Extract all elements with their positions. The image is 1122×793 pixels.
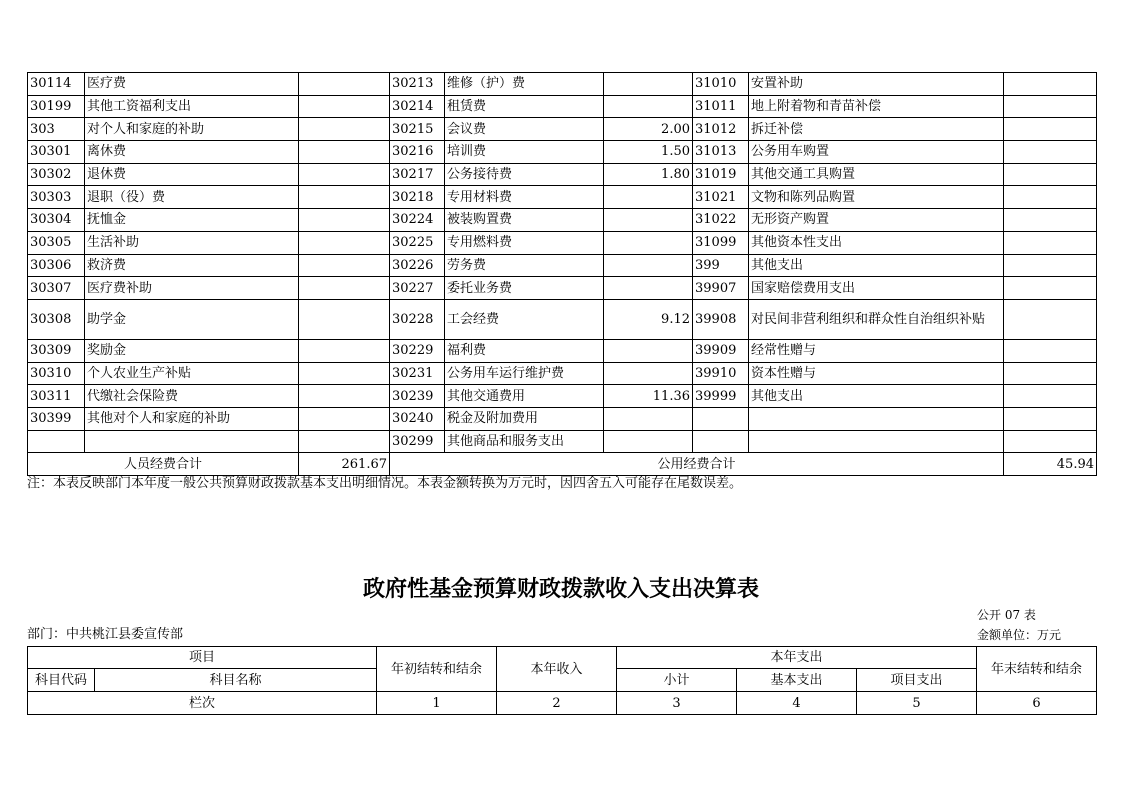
amount-cell	[1004, 141, 1097, 164]
amount-cell	[1004, 299, 1097, 339]
subject-code-cell: 30302	[28, 163, 85, 186]
subject-code-cell	[693, 430, 749, 453]
amount-cell	[1004, 163, 1097, 186]
amount-cell	[1004, 385, 1097, 408]
amount-cell	[299, 163, 390, 186]
table-row	[28, 339, 1097, 362]
subject-code-cell: 30309	[28, 339, 85, 362]
subject-name-cell: 退休费	[85, 163, 299, 186]
subject-name-cell: 其他工资福利支出	[85, 95, 299, 118]
amount-cell: 1.80	[604, 163, 693, 186]
subject-code-cell: 30224	[390, 209, 445, 232]
subject-name-cell: 救济费	[85, 254, 299, 277]
amount-cell	[604, 254, 693, 277]
subject-code-cell	[28, 430, 85, 453]
column-index-label: 栏次	[28, 692, 377, 715]
amount-cell	[299, 231, 390, 254]
subject-code-cell: 30306	[28, 254, 85, 277]
subject-name-cell: 公务接待费	[445, 163, 604, 186]
amount-cell	[299, 407, 390, 430]
subject-code-cell: 30217	[390, 163, 445, 186]
subject-name-cell: 被装购置费	[445, 209, 604, 232]
subject-code-cell: 30240	[390, 407, 445, 430]
subject-code-cell: 399	[693, 254, 749, 277]
subject-code-cell: 30114	[28, 73, 85, 96]
subject-name-cell: 医疗费补助	[85, 277, 299, 300]
subject-name-cell: 经常性赠与	[749, 339, 1004, 362]
subject-code-cell: 30299	[390, 430, 445, 453]
header-subject-code: 科目代码	[28, 669, 95, 692]
amount-cell	[299, 209, 390, 232]
subject-code-cell: 30303	[28, 186, 85, 209]
table-row	[28, 73, 1097, 96]
column-number: 5	[857, 692, 977, 715]
subject-code-cell: 30213	[390, 73, 445, 96]
subject-code-cell: 30231	[390, 362, 445, 385]
table-row	[28, 209, 1097, 232]
subject-name-cell: 劳务费	[445, 254, 604, 277]
subject-name-cell: 对个人和家庭的补助	[85, 118, 299, 141]
table-row	[28, 118, 1097, 141]
amount-cell	[1004, 95, 1097, 118]
subject-code-cell: 30311	[28, 385, 85, 408]
header-begin-balance: 年初结转和结余	[377, 647, 497, 692]
table-row	[28, 277, 1097, 300]
subject-name-cell: 会议费	[445, 118, 604, 141]
subject-name-cell: 其他资本性支出	[749, 231, 1004, 254]
table-note: 注：本表反映部门本年度一般公共预算财政拨款基本支出明细情况。本表金额转换为万元时，因四舍五入可能存在尾数误差。	[27, 476, 743, 491]
amount-cell	[1004, 430, 1097, 453]
department-label: 部门：中共桃江县委宣传部	[27, 627, 184, 642]
amount-cell	[1004, 186, 1097, 209]
amount-cell	[299, 73, 390, 96]
column-number: 4	[737, 692, 857, 715]
subject-code-cell: 30225	[390, 231, 445, 254]
column-number: 1	[377, 692, 497, 715]
header-expense: 本年支出	[617, 647, 977, 669]
subject-code-cell: 30227	[390, 277, 445, 300]
subject-name-cell: 公务用车购置	[749, 141, 1004, 164]
amount-cell	[1004, 209, 1097, 232]
subject-name-cell: 退职（役）费	[85, 186, 299, 209]
subject-name-cell: 文物和陈列品购置	[749, 186, 1004, 209]
amount-cell	[604, 362, 693, 385]
subject-code-cell: 31022	[693, 209, 749, 232]
amount-cell: 1.50	[604, 141, 693, 164]
page-title: 政府性基金预算财政拨款收入支出决算表	[362, 576, 759, 602]
subject-name-cell: 维修（护）费	[445, 73, 604, 96]
subject-code-cell: 30199	[28, 95, 85, 118]
amount-cell	[299, 118, 390, 141]
header-end-balance: 年末结转和结余	[977, 647, 1097, 692]
subject-code-cell: 303	[28, 118, 85, 141]
amount-cell: 2.00	[604, 118, 693, 141]
subject-code-cell: 30239	[390, 385, 445, 408]
amount-cell	[299, 95, 390, 118]
header-subject-name: 科目名称	[95, 669, 377, 692]
subject-name-cell: 医疗费	[85, 73, 299, 96]
amount-cell	[299, 254, 390, 277]
table-row	[28, 254, 1097, 277]
subject-name-cell: 专用材料费	[445, 186, 604, 209]
subject-name-cell: 拆迁补偿	[749, 118, 1004, 141]
subject-name-cell: 税金及附加费用	[445, 407, 604, 430]
amount-cell: 9.12	[604, 299, 693, 339]
subject-name-cell: 助学金	[85, 299, 299, 339]
column-number: 6	[977, 692, 1097, 715]
subject-code-cell: 31010	[693, 73, 749, 96]
amount-cell	[299, 385, 390, 408]
subject-name-cell: 其他交通工具购置	[749, 163, 1004, 186]
amount-cell	[1004, 118, 1097, 141]
amount-cell	[1004, 231, 1097, 254]
subject-name-cell	[85, 430, 299, 453]
amount-cell	[604, 430, 693, 453]
amount-unit-label: 金额单位：万元	[977, 628, 1062, 642]
subject-name-cell: 无形资产购置	[749, 209, 1004, 232]
subject-code-cell: 30214	[390, 95, 445, 118]
subject-name-cell: 委托业务费	[445, 277, 604, 300]
subject-name-cell: 培训费	[445, 141, 604, 164]
subject-name-cell: 工会经费	[445, 299, 604, 339]
subject-code-cell: 31011	[693, 95, 749, 118]
amount-cell	[1004, 362, 1097, 385]
subject-name-cell: 租赁费	[445, 95, 604, 118]
subject-code-cell: 39910	[693, 362, 749, 385]
subject-code-cell: 39908	[693, 299, 749, 339]
subject-name-cell: 其他交通费用	[445, 385, 604, 408]
amount-cell	[1004, 73, 1097, 96]
amount-cell	[299, 141, 390, 164]
amount-cell	[299, 430, 390, 453]
subject-code-cell: 31012	[693, 118, 749, 141]
subject-name-cell: 奖励金	[85, 339, 299, 362]
column-number: 3	[617, 692, 737, 715]
amount-cell	[299, 277, 390, 300]
subject-code-cell: 39907	[693, 277, 749, 300]
amount-cell	[299, 186, 390, 209]
subject-code-cell: 39999	[693, 385, 749, 408]
amount-cell	[604, 73, 693, 96]
amount-cell	[299, 299, 390, 339]
government-fund-table	[27, 646, 1097, 715]
subject-name-cell: 离休费	[85, 141, 299, 164]
form-number: 公开 07 表	[977, 608, 1036, 622]
amount-cell	[604, 186, 693, 209]
header-project-expense: 项目支出	[857, 669, 977, 692]
subject-code-cell: 30301	[28, 141, 85, 164]
header-basic-expense: 基本支出	[737, 669, 857, 692]
subject-name-cell: 安置补助	[749, 73, 1004, 96]
subject-name-cell: 其他支出	[749, 254, 1004, 277]
table-row	[28, 163, 1097, 186]
subject-name-cell: 国家赔偿费用支出	[749, 277, 1004, 300]
amount-cell	[604, 209, 693, 232]
subject-code-cell: 30218	[390, 186, 445, 209]
amount-cell	[604, 95, 693, 118]
subject-code-cell: 30308	[28, 299, 85, 339]
table-row	[28, 299, 1097, 339]
subject-code-cell: 30310	[28, 362, 85, 385]
subject-name-cell: 其他支出	[749, 385, 1004, 408]
subject-code-cell: 30229	[390, 339, 445, 362]
table-row	[28, 407, 1097, 430]
amount-cell	[1004, 254, 1097, 277]
subject-code-cell: 30215	[390, 118, 445, 141]
amount-cell: 11.36	[604, 385, 693, 408]
subject-name-cell: 对民间非营利组织和群众性自治组织补贴	[749, 299, 1004, 339]
public-total-label: 公用经费合计	[390, 453, 1004, 476]
amount-cell	[604, 277, 693, 300]
subject-name-cell: 公务用车运行维护费	[445, 362, 604, 385]
subject-code-cell: 31013	[693, 141, 749, 164]
subject-code-cell: 31021	[693, 186, 749, 209]
subject-code-cell: 30216	[390, 141, 445, 164]
subject-code-cell	[693, 407, 749, 430]
personnel-total-value: 261.67	[299, 453, 390, 476]
subject-code-cell: 30226	[390, 254, 445, 277]
subject-name-cell	[749, 430, 1004, 453]
subject-code-cell: 31019	[693, 163, 749, 186]
subject-name-cell: 代缴社会保险费	[85, 385, 299, 408]
header-item: 项目	[28, 647, 377, 669]
amount-cell	[1004, 277, 1097, 300]
subject-name-cell: 专用燃料费	[445, 231, 604, 254]
subject-name-cell: 抚恤金	[85, 209, 299, 232]
table-row	[28, 385, 1097, 408]
table-row	[28, 186, 1097, 209]
subject-name-cell	[749, 407, 1004, 430]
subject-code-cell: 39909	[693, 339, 749, 362]
subject-code-cell: 30399	[28, 407, 85, 430]
subject-name-cell: 其他商品和服务支出	[445, 430, 604, 453]
subject-code-cell: 30307	[28, 277, 85, 300]
amount-cell	[299, 339, 390, 362]
subject-name-cell: 其他对个人和家庭的补助	[85, 407, 299, 430]
header-subtotal: 小计	[617, 669, 737, 692]
subject-code-cell: 30304	[28, 209, 85, 232]
table-row	[28, 362, 1097, 385]
table-row	[28, 231, 1097, 254]
personnel-total-label: 人员经费合计	[28, 453, 299, 476]
subject-code-cell: 30228	[390, 299, 445, 339]
subject-name-cell: 资本性赠与	[749, 362, 1004, 385]
table-row	[28, 430, 1097, 453]
subject-name-cell: 个人农业生产补贴	[85, 362, 299, 385]
amount-cell	[604, 339, 693, 362]
amount-cell	[1004, 339, 1097, 362]
basic-expense-detail-table	[27, 72, 1097, 476]
table-row	[28, 95, 1097, 118]
amount-cell	[604, 231, 693, 254]
amount-cell	[604, 407, 693, 430]
subject-name-cell: 生活补助	[85, 231, 299, 254]
subject-name-cell: 福利费	[445, 339, 604, 362]
subject-code-cell: 31099	[693, 231, 749, 254]
amount-cell	[1004, 407, 1097, 430]
amount-cell	[299, 362, 390, 385]
public-total-value: 45.94	[1004, 453, 1097, 476]
header-income: 本年收入	[497, 647, 617, 692]
column-number: 2	[497, 692, 617, 715]
subject-code-cell: 30305	[28, 231, 85, 254]
table-row	[28, 141, 1097, 164]
subject-name-cell: 地上附着物和青苗补偿	[749, 95, 1004, 118]
